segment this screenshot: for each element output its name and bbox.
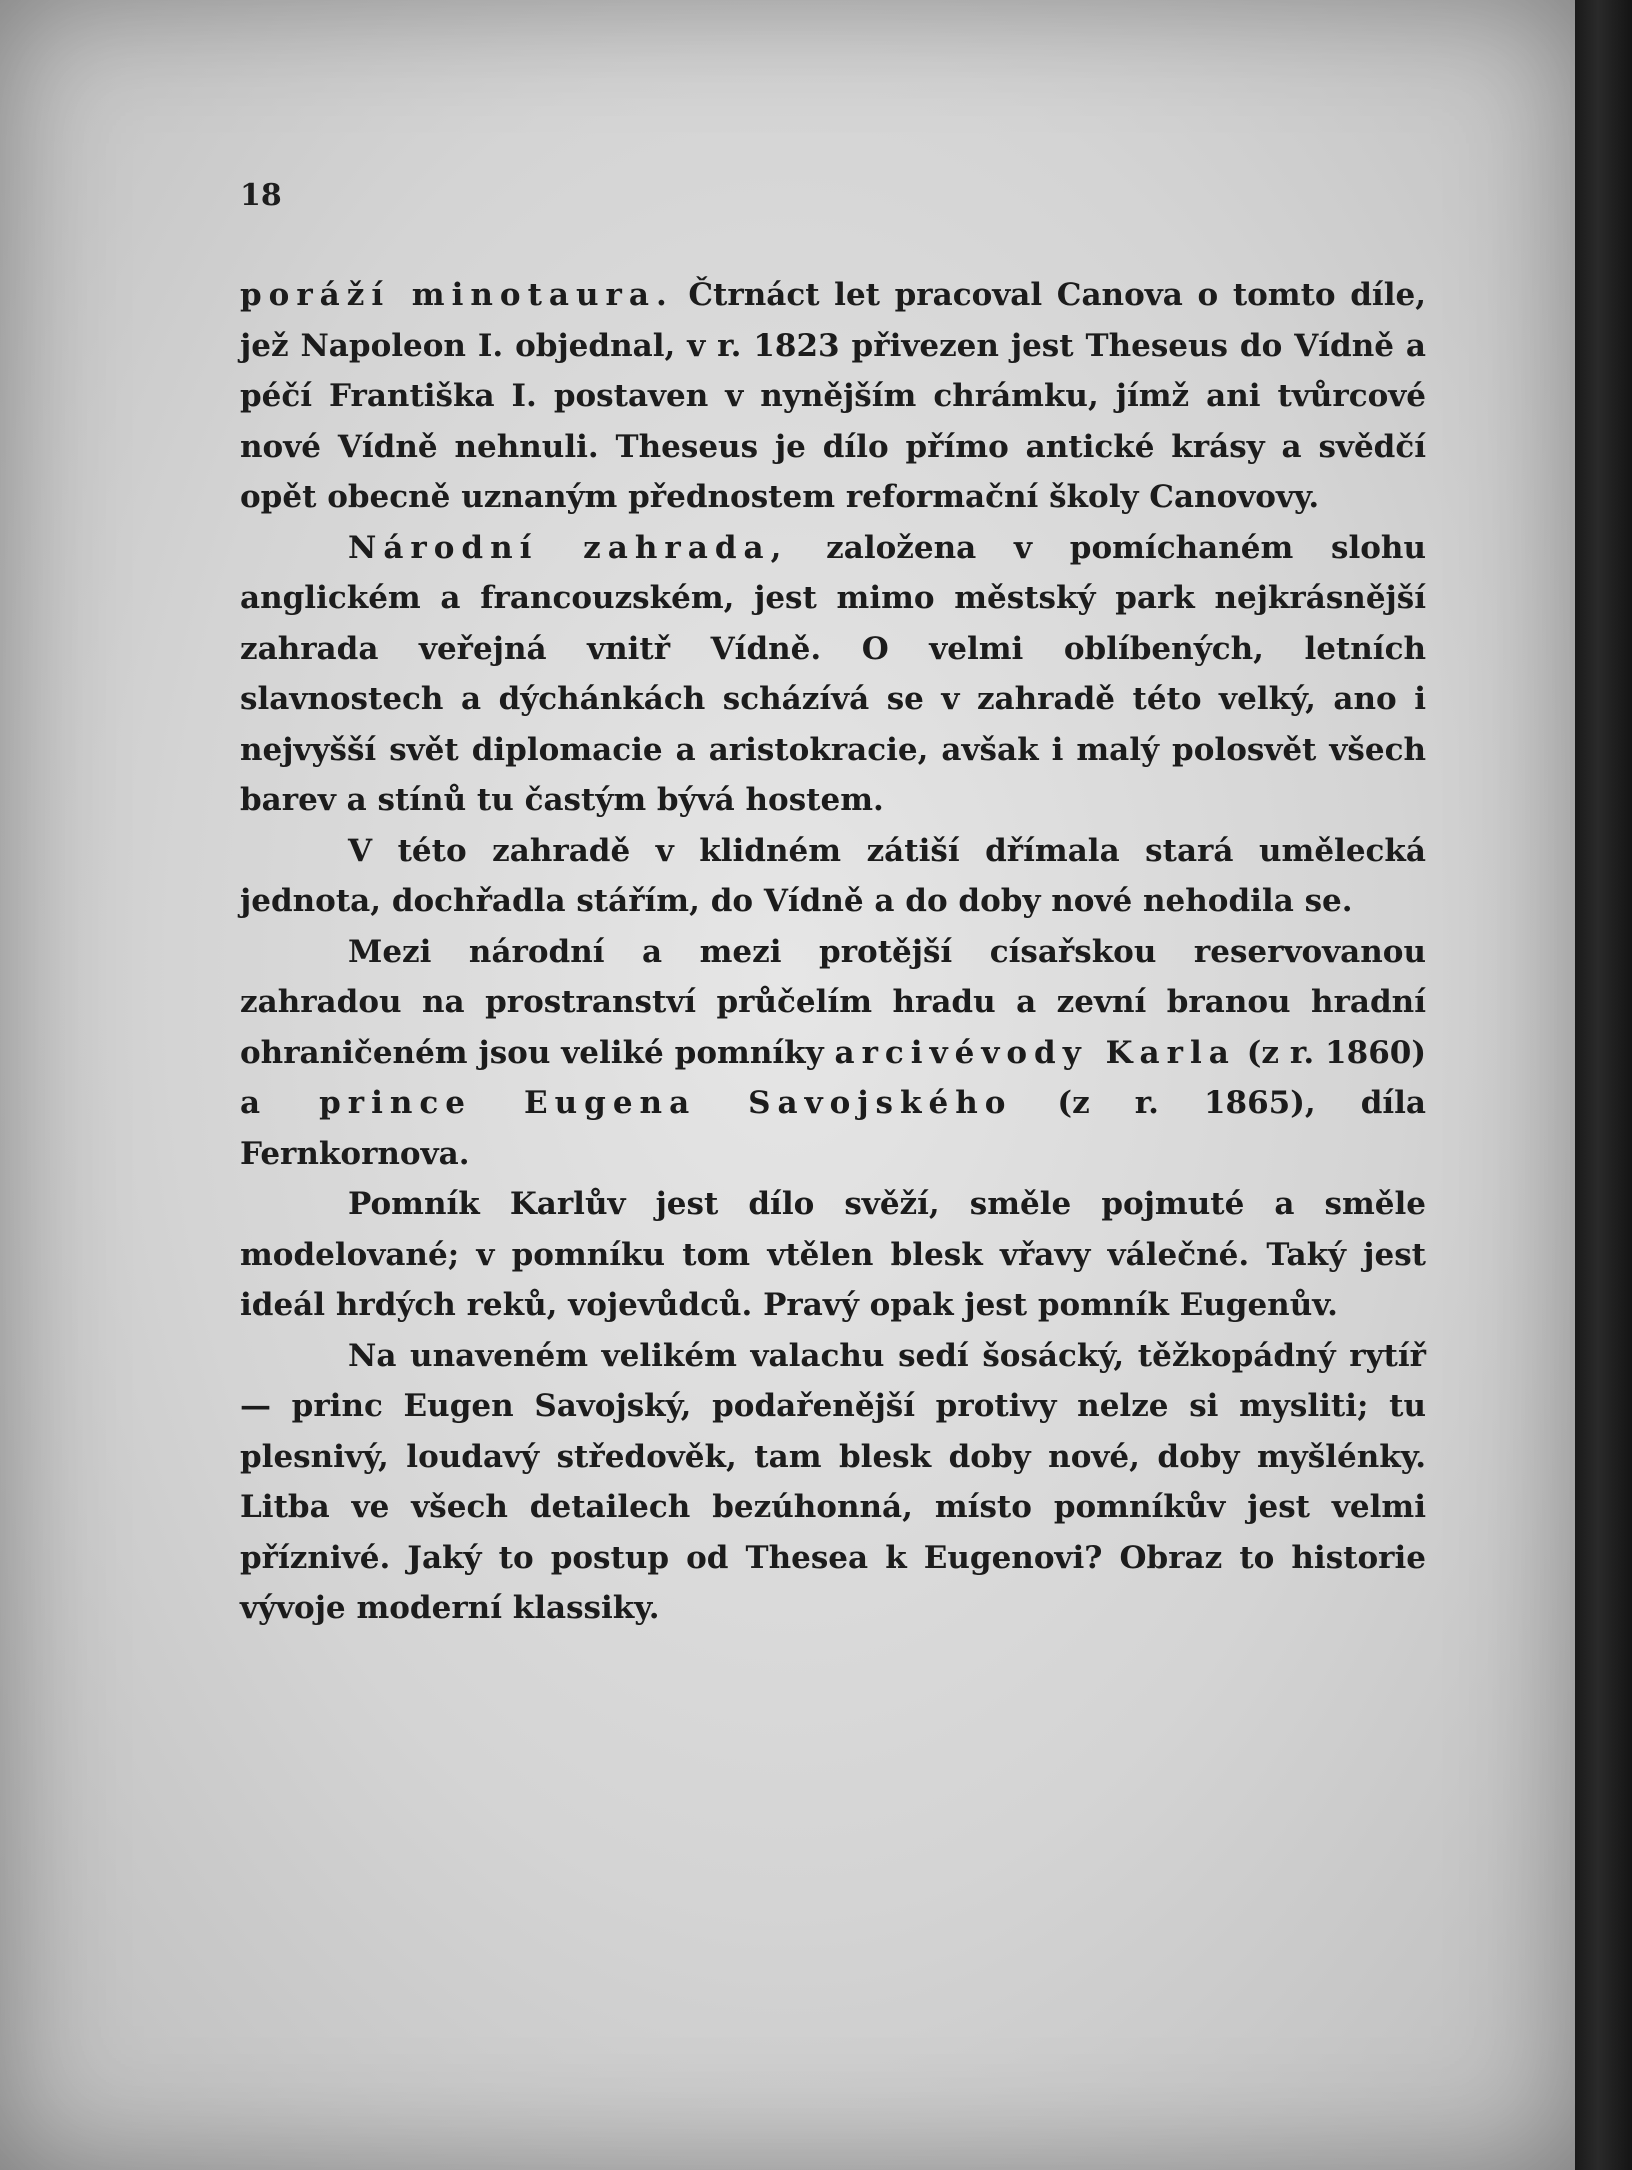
text-span: a prince Eugena Savojského	[240, 1085, 1013, 1121]
text-span: Národní zahrada,	[348, 529, 789, 566]
paragraph-5	[240, 1179, 1426, 1331]
book-binding-edge	[1575, 0, 1632, 2170]
text-span: Mezi národní a mezi protější císařskou reservovanou zahradou na prostranství průčelím hradu a zevní branou hradní ohraničeném jsou veliké pomníky	[240, 933, 1426, 1071]
text-span: V této zahradě v klidném zátiší dřímala stará umělecká jednota, dochřadla stářím, do Vídně a do doby nové nehodila se.	[240, 832, 1426, 919]
page-number: 18	[240, 178, 282, 213]
text-span: Pomník Karlův jest dílo svěží, směle pojmuté a směle modelované; v pomníku tom vtělen blesk vřavy válečné. Taký jest ideál hrdých reků, vojevůdců. Pravý opak jest pomník Eugenův.	[240, 1186, 1426, 1323]
text-span: Čtrnáct let pracoval Canova o tomto díle, jež Napoleon I. objednal, v r. 1823 přivezen jest Theseus do Vídně a péčí Františka I. postaven v nynějším chrámku, jímž ani tvůrcové nové Vídně nehnuli. Theseus je dílo přímo antické krásy a svědčí opět obecně uznaným přednostem reformační školy Canovovy.	[240, 277, 1426, 515]
text-span: (z r. 1865), díla Fernkornova.	[240, 1085, 1427, 1172]
paragraph-1	[240, 270, 1426, 523]
text-span: poráží minotaura.	[240, 277, 674, 313]
paragraph-6	[240, 1331, 1426, 1634]
text-span: (z r. 1860)	[1235, 1034, 1427, 1071]
text-span: arcivévody Karla	[834, 1034, 1236, 1071]
paragraph-2	[240, 523, 1426, 826]
text-span: Na unaveném velikém valachu sedí šosácký, těžkopádný rytíř — princ Eugen Savojský, podařenější protivy nelze si mysliti; tu plesnivý, loudavý středověk, tam blesk doby nové, doby myšlénky. Litba ve všech detailech bezúhonná, místo pomníkův jest velmi příznivé. Jaký to postup od Thesea k Eugenovi? Obraz to historie vývoje moderní klassiky.	[240, 1337, 1426, 1626]
paragraph-4	[240, 927, 1426, 1180]
paragraph-3	[240, 826, 1426, 927]
text-span: založena v pomíchaném slohu anglickém a francouzském, jest mimo městský park nejkrásnější zahrada veřejná vnitř Vídně. O velmi oblíbených, letních slavnostech a dýchánkách scházívá se v zahradě této velký, ano i nejvyšší svět diplomacie a aristokracie, avšak i malý polosvět všech barev a stínů tu častým bývá hostem.	[240, 529, 1426, 818]
body-text	[240, 270, 1426, 1634]
